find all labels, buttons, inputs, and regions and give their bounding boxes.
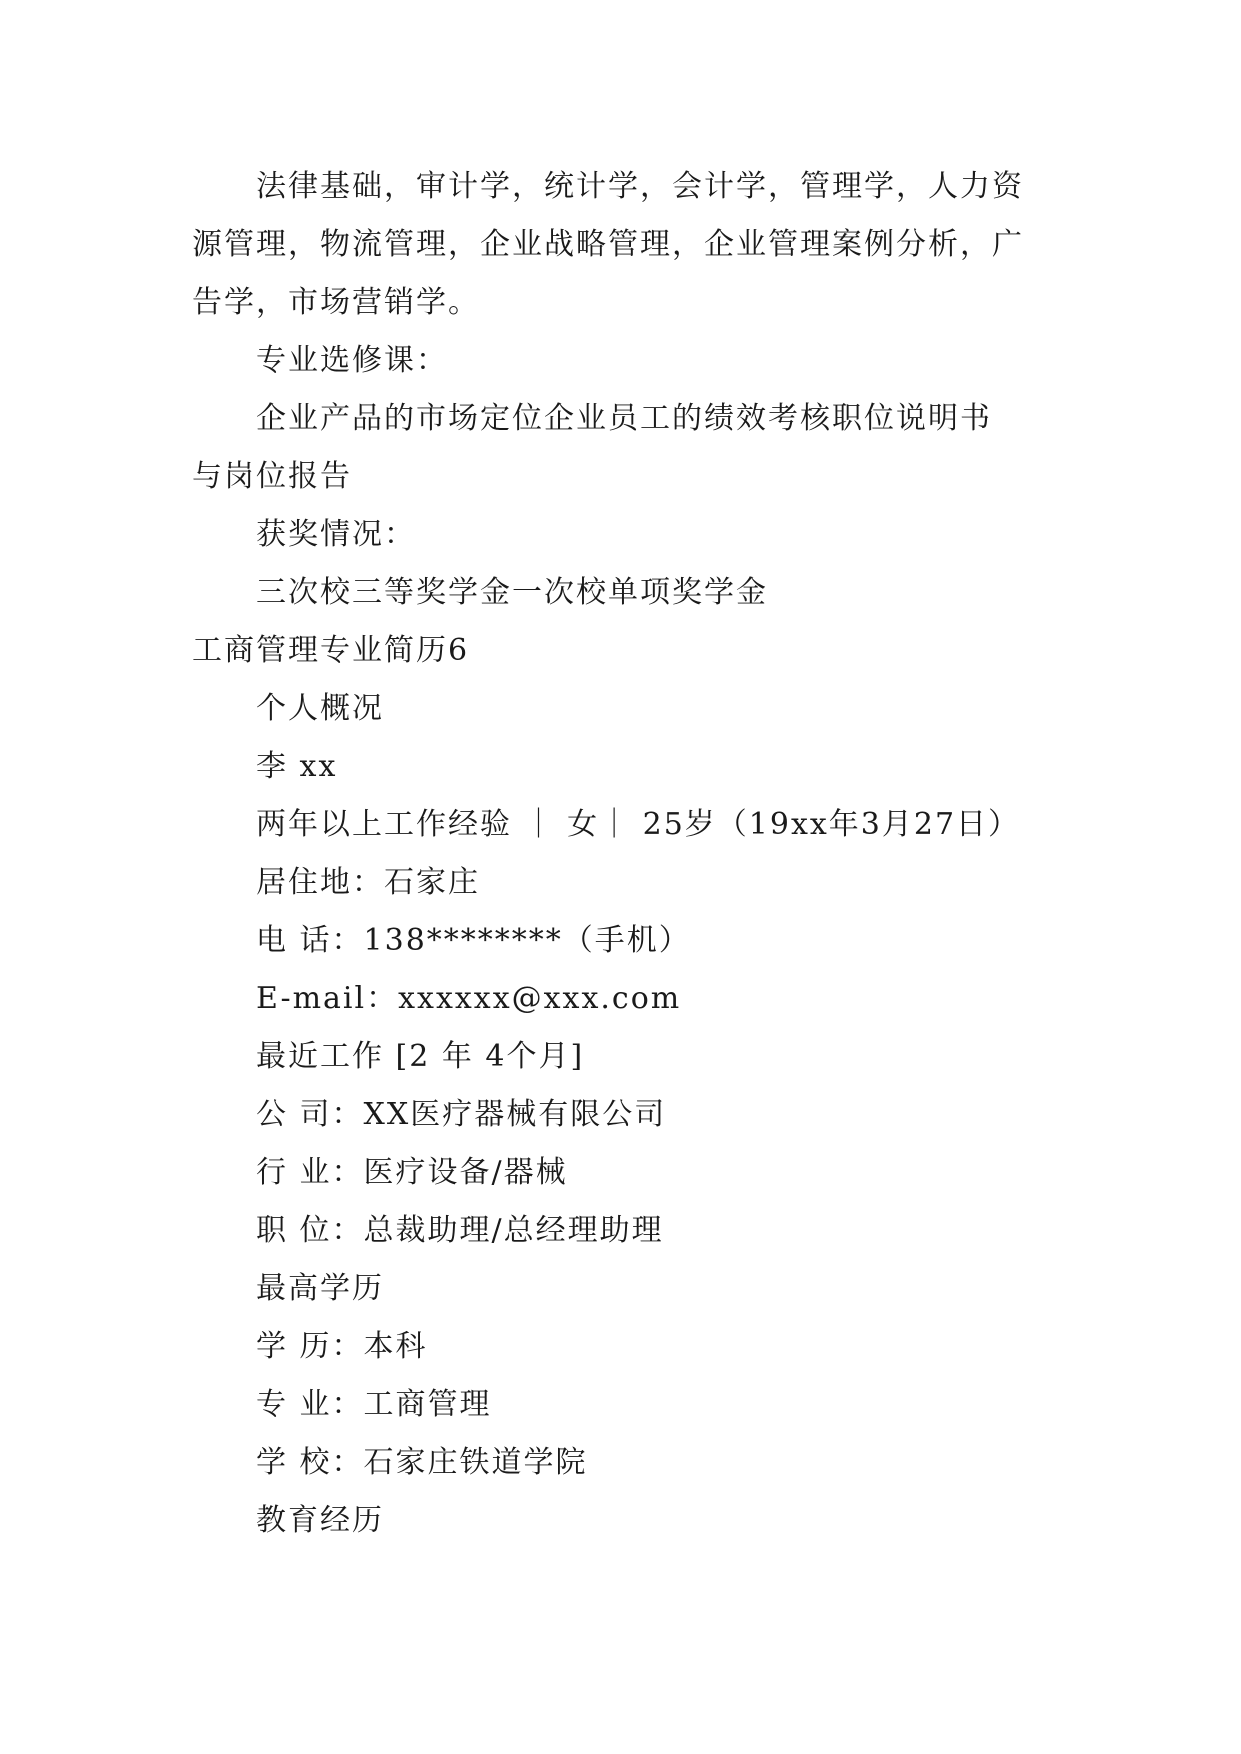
resume-title: 工商管理专业简历6 xyxy=(192,633,470,668)
email: E-mail：xxxxxx@xxx.com xyxy=(256,981,682,1016)
company: 公 司：XX医疗器械有限公司 xyxy=(256,1097,667,1132)
profile-heading: 个人概况 xyxy=(256,691,384,726)
elective-heading: 专业选修课： xyxy=(256,343,448,378)
candidate-name: 李 xx xyxy=(256,749,338,784)
residence: 居住地：石家庄 xyxy=(256,865,480,900)
degree: 学 历：本科 xyxy=(256,1329,428,1364)
document-body xyxy=(192,158,1052,1550)
school: 学 校：石家庄铁道学院 xyxy=(256,1445,588,1480)
phone: 电 话：138********（手机） xyxy=(256,923,691,958)
major: 专 业：工商管理 xyxy=(256,1387,492,1422)
awards-text: 三次校三等奖学金一次校单项奖学金 xyxy=(256,575,768,610)
elective-line-1: 企业产品的市场定位企业员工的绩效考核职位说明书 xyxy=(256,401,992,436)
recent-work-heading: 最近工作 [2 年 4个月] xyxy=(256,1039,585,1074)
candidate-summary: 两年以上工作经验 ｜ 女｜ 25岁（19xx年3月27日） xyxy=(256,807,1021,842)
awards-heading: 获奖情况： xyxy=(256,517,416,552)
industry: 行 业：医疗设备/器械 xyxy=(256,1155,568,1190)
course-list-line-3: 告学，市场营销学。 xyxy=(192,285,480,320)
course-list-line-2: 源管理，物流管理，企业战略管理，企业管理案例分析，广 xyxy=(192,227,1024,262)
education-history-heading: 教育经历 xyxy=(256,1503,384,1538)
course-list-line-1: 法律基础，审计学，统计学，会计学，管理学，人力资 xyxy=(256,169,1024,204)
position: 职 位：总裁助理/总经理助理 xyxy=(256,1213,664,1248)
elective-line-2: 与岗位报告 xyxy=(192,459,352,494)
education-heading: 最高学历 xyxy=(256,1271,384,1306)
